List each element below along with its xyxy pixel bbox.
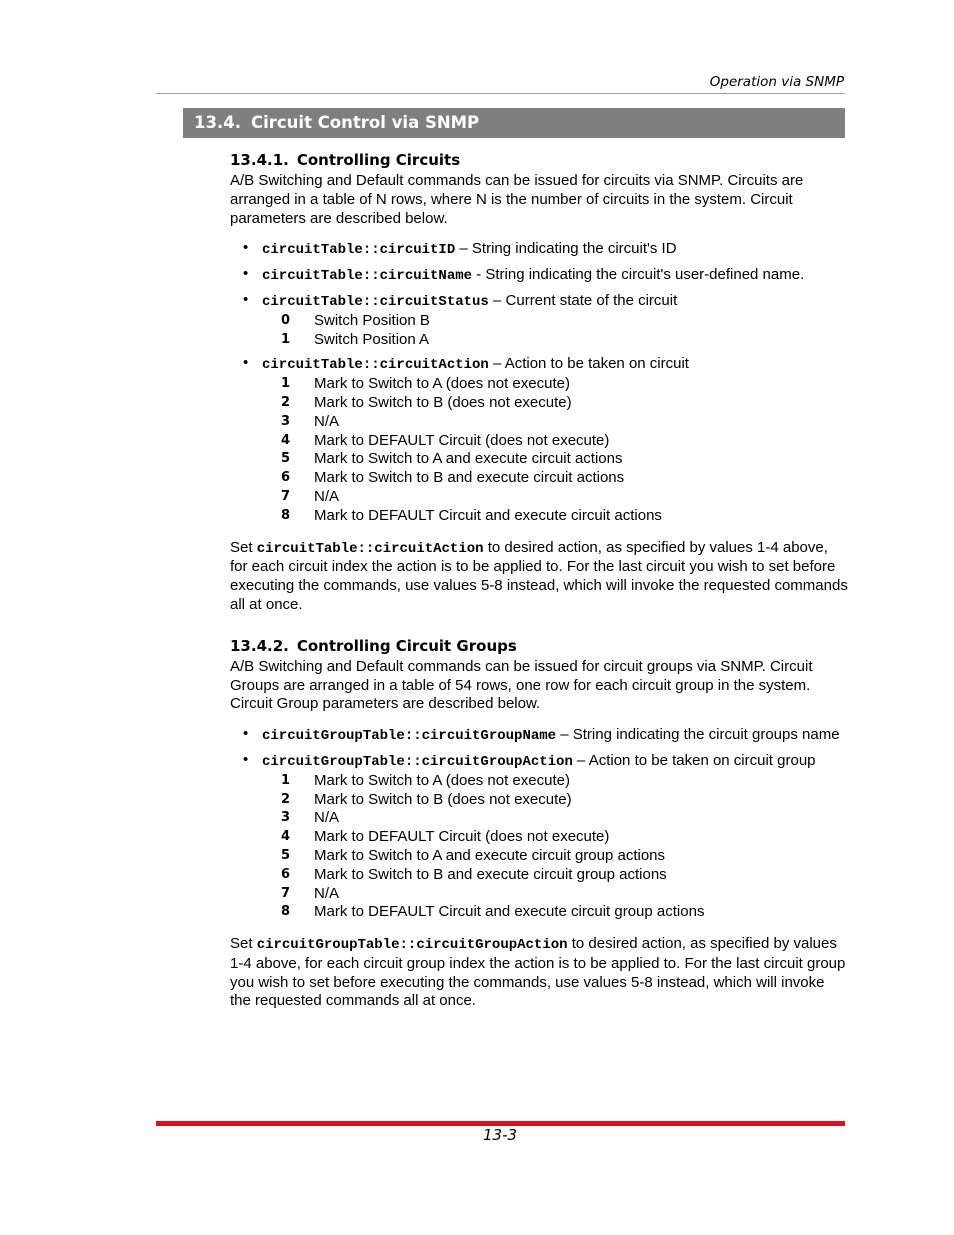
running-header: Operation via SNMP: [709, 74, 844, 90]
value-code: 7: [281, 885, 291, 901]
value-list: [262, 312, 848, 350]
value-row: [262, 432, 848, 451]
content-body: [230, 150, 848, 1011]
value-row: [262, 507, 848, 526]
value-label: Mark to Switch to B (does not execute): [314, 393, 572, 411]
value-code: 0: [281, 312, 291, 328]
value-label: Mark to DEFAULT Circuit (does not execute): [314, 431, 610, 449]
value-label: N/A: [314, 412, 340, 430]
value-row: [262, 394, 848, 413]
value-row: [262, 847, 848, 866]
value-row: [262, 772, 848, 791]
value-label: Mark to Switch to A and execute circuit actions: [314, 450, 623, 468]
value-row: [262, 791, 848, 810]
value-label: N/A: [314, 809, 340, 827]
value-row: [262, 828, 848, 847]
value-label: Mark to DEFAULT Circuit (does not execute): [314, 828, 610, 846]
subsection-heading-circuit-groups: [230, 636, 848, 656]
value-code: 3: [281, 810, 291, 826]
oid-description: – Current state of the circuit: [488, 291, 678, 309]
oid-description: - String indicating the circuit's user-defined name.: [472, 266, 805, 284]
value-row: [262, 809, 848, 828]
value-code: 6: [281, 866, 291, 882]
value-code: 1: [281, 376, 291, 392]
value-code: 1: [281, 772, 291, 788]
parameter-list: [230, 240, 848, 525]
oid-name: circuitGroupTable::circuitGroupAction: [256, 937, 568, 954]
section-title: Circuit Control via SNMP: [250, 113, 480, 132]
bullet-icon: •: [243, 354, 249, 372]
value-code: 4: [281, 829, 291, 845]
closing-text-post: to desired action, as specified by values 1-4 above, for each circuit index the action is to be applied to. For the last circuit you wish to set before executing the commands, use values 5-8 instead, which will invoke the requested commands all at once.: [230, 538, 848, 613]
value-code: 5: [281, 451, 291, 467]
value-row: [262, 866, 848, 885]
bullet-icon: •: [243, 725, 249, 743]
oid-name: circuitTable::circuitAction: [262, 357, 489, 374]
value-row: [262, 312, 848, 331]
value-code: 1: [281, 331, 291, 347]
value-label: Mark to DEFAULT Circuit and execute circuit actions: [314, 506, 662, 524]
value-label: Switch Position A: [314, 330, 430, 348]
oid-name: circuitTable::circuitName: [262, 268, 473, 285]
oid-name: circuitTable::circuitID: [262, 242, 456, 259]
list-item: [230, 355, 848, 525]
value-label: Mark to Switch to A (does not execute): [314, 375, 570, 393]
subsection-title: Controlling Circuits: [296, 151, 461, 169]
list-item: [230, 726, 848, 746]
closing-text-pre: Set: [230, 935, 257, 953]
closing-paragraph: [230, 539, 848, 615]
intro-paragraph: A/B Switching and Default commands can be issued for circuit groups via SNMP. Circuit Groups are arranged in a table of 54 rows, one row for each circuit group in the system. Circuit Group parameters are described below.: [230, 657, 813, 713]
list-item: [230, 292, 848, 349]
oid-description: – Action to be taken on circuit group: [572, 751, 816, 769]
value-code: 4: [281, 432, 291, 448]
oid-name: circuitGroupTable::circuitGroupName: [262, 728, 557, 745]
list-item: [230, 266, 848, 286]
list-item: [230, 240, 848, 260]
oid-name: circuitTable::circuitAction: [256, 540, 484, 557]
oid-name: circuitGroupTable::circuitGroupAction: [262, 753, 573, 770]
oid-description: – Action to be taken on circuit: [488, 355, 689, 373]
value-code: 6: [281, 470, 291, 486]
value-row: [262, 375, 848, 394]
value-list: [262, 375, 848, 525]
closing-text-post: to desired action, as specified by values 1-4 above, for each circuit group index the action is to be applied to. For the last circuit group you wish to set before executing the commands, use values 5-8 instead, which will invoke the requested commands all at once.: [230, 935, 846, 1010]
value-code: 3: [281, 413, 291, 429]
list-item: [230, 752, 848, 922]
section-heading: [183, 108, 845, 138]
intro-paragraph: A/B Switching and Default commands can be issued for circuits via SNMP. Circuits are arranged in a table of N rows, where N is the number of circuits in the system. Circuit parameters are described below.: [230, 172, 804, 227]
value-code: 5: [281, 847, 291, 863]
value-code: 2: [281, 791, 291, 807]
page-number: 13-3: [483, 1126, 518, 1144]
value-label: Mark to Switch to B (does not execute): [314, 790, 572, 808]
value-row: [262, 488, 848, 507]
value-row: [262, 903, 848, 922]
header-rule: [156, 93, 845, 94]
bullet-icon: •: [243, 290, 249, 308]
value-label: N/A: [314, 487, 340, 505]
subsection-number: 13.4.2.: [230, 636, 289, 655]
value-row: [262, 413, 848, 432]
value-label: Mark to Switch to A (does not execute): [314, 771, 570, 789]
closing-paragraph: [230, 935, 848, 1011]
bullet-icon: •: [243, 239, 249, 257]
oid-name: circuitTable::circuitStatus: [262, 293, 489, 310]
subsection-title: Controlling Circuit Groups: [296, 636, 517, 655]
value-label: Mark to DEFAULT Circuit and execute circuit group actions: [314, 903, 705, 921]
value-row: [262, 885, 848, 904]
closing-text-pre: Set: [230, 538, 257, 556]
subsection-number: 13.4.1.: [230, 151, 289, 169]
section-number: 13.4.: [194, 113, 241, 132]
value-label: Switch Position B: [314, 311, 430, 329]
value-code: 8: [281, 507, 291, 523]
value-code: 2: [281, 394, 291, 410]
bullet-icon: •: [243, 265, 249, 283]
value-label: N/A: [314, 884, 340, 902]
value-code: 8: [281, 904, 291, 920]
bullet-icon: •: [243, 750, 249, 768]
subsection-heading-circuits: [230, 150, 848, 170]
value-label: Mark to Switch to B and execute circuit actions: [314, 469, 625, 487]
value-row: [262, 469, 848, 488]
value-label: Mark to Switch to A and execute circuit group actions: [314, 846, 666, 864]
value-code: 7: [281, 488, 291, 504]
value-row: [262, 331, 848, 350]
value-label: Mark to Switch to B and execute circuit group actions: [314, 865, 667, 883]
oid-description: – String indicating the circuit groups name: [556, 726, 840, 744]
oid-description: – String indicating the circuit's ID: [455, 240, 677, 258]
parameter-list: [230, 726, 848, 922]
value-list: [262, 772, 848, 922]
value-row: [262, 450, 848, 469]
